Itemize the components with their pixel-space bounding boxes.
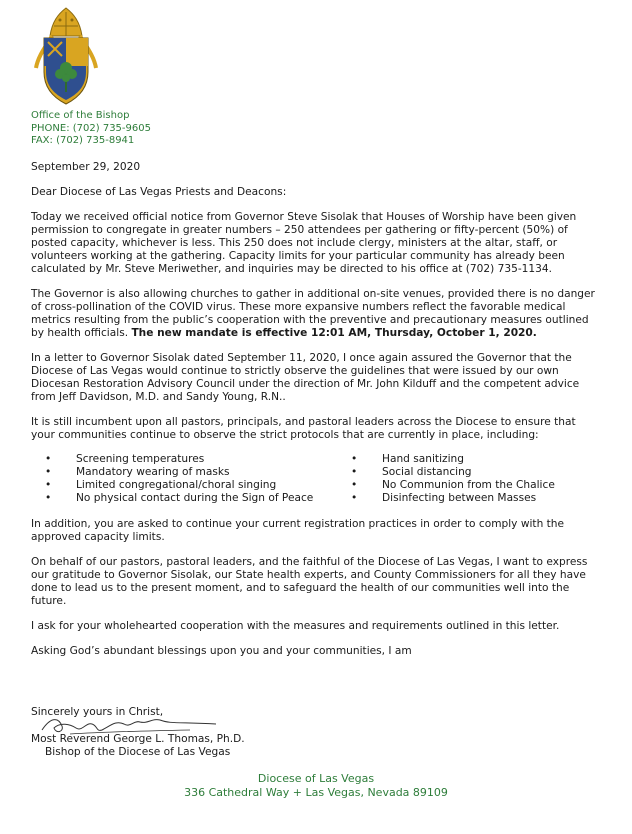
paragraph-4: It is still incumbent upon all pastors, principals, and pastoral leaders across the Diocese to ensure that your communities continue to observe the strict protocols that are currently in place, including: <box>31 416 576 441</box>
paragraph-1: Today we received official notice from Governor Steve Sisolak that Houses of Worship have been given permission to congregate in greater numbers – 250 attendees per gathering or fifty-percent (50%) of posted capacity, whichever is less. This 250 does not include clergy, ministers at the altar, staff, or volunteers working at the gathering. Capacity limits for your particular community has already been calculated by Mr. Steve Meriwether, and inquiries may be directed to his office at (702) 735-1134. <box>31 211 577 275</box>
phone-number: PHONE: (702) 735-9605 <box>31 122 151 134</box>
protocol-list <box>31 453 601 505</box>
list-item: • No physical contact during the Sign of Peace <box>31 492 337 505</box>
paragraph-2-text: The Governor is also allowing churches to gather in additional on-site venues, provided there is no danger of cross-pollination of the COVID virus. These more expansive numbers reflect the favorable medical metrics resulting from the public’s cooperation with the preventive and precautionary measures outlined by health officials. <box>31 288 595 339</box>
list-item: • Disinfecting between Masses <box>337 492 555 505</box>
signature-icon <box>40 712 220 738</box>
paragraph-5: In addition, you are asked to continue your current registration practices in order to comply with the approved capacity limits. <box>31 518 565 543</box>
effective-date-notice: The new mandate is effective 12:01 AM, Thursday, October 1, 2020. <box>131 327 537 339</box>
list-item: • Hand sanitizing <box>337 453 555 466</box>
office-name: Office of the Bishop <box>31 110 130 121</box>
footer-organization: Diocese of Las Vegas <box>257 772 375 785</box>
protocol-list-left <box>31 453 337 505</box>
protocol-list-right <box>337 453 555 505</box>
list-item: • Limited congregational/choral singing <box>31 479 337 492</box>
footer-address <box>0 772 632 800</box>
paragraph-3: In a letter to Governor Sisolak dated September 11, 2020, I once again assured the Governor that the Diocese of Las Vegas would continue to strictly observe the guidelines that were issued by our own Diocesan Restoration Advisory Council under the direction of Mr. John Kilduff and the competent advice from Jeff Davidson, M.D. and Sandy Young, R.N.. <box>31 352 580 403</box>
list-item: • No Communion from the Chalice <box>337 479 555 492</box>
coat-of-arms-icon <box>28 6 104 108</box>
footer-street-address: 336 Cathedral Way + Las Vegas, Nevada 89109 <box>184 786 448 799</box>
list-item: • Social distancing <box>337 466 555 479</box>
list-item: • Screening temperatures <box>31 453 337 466</box>
closing: Sincerely yours in Christ, <box>31 706 164 718</box>
paragraph-6: On behalf of our pastors, pastoral leaders, and the faithful of the Diocese of Las Vegas, I want to express our gratitude to Governor Sisolak, our State health experts, and County Commissioners for all they have done to lead us to the present moment, and to safeguard the health of our communities well into the future. <box>31 556 588 607</box>
paragraph-7: I ask for your wholehearted cooperation with the measures and requirements outlined in this letter. <box>31 620 560 632</box>
signer-name: Most Reverend George L. Thomas, Ph.D. <box>31 733 245 745</box>
letter-body <box>31 161 601 670</box>
list-item: • Mandatory wearing of masks <box>31 466 337 479</box>
salutation: Dear Diocese of Las Vegas Priests and Deacons: <box>31 186 287 198</box>
signer-title: Bishop of the Diocese of Las Vegas <box>45 746 231 758</box>
letter-date: September 29, 2020 <box>31 161 141 173</box>
paragraph-8: Asking God’s abundant blessings upon you and your communities, I am <box>31 645 412 657</box>
paragraph-2 <box>31 288 601 340</box>
letterhead-contact <box>31 110 151 148</box>
fax-number: FAX: (702) 735-8941 <box>31 135 135 146</box>
